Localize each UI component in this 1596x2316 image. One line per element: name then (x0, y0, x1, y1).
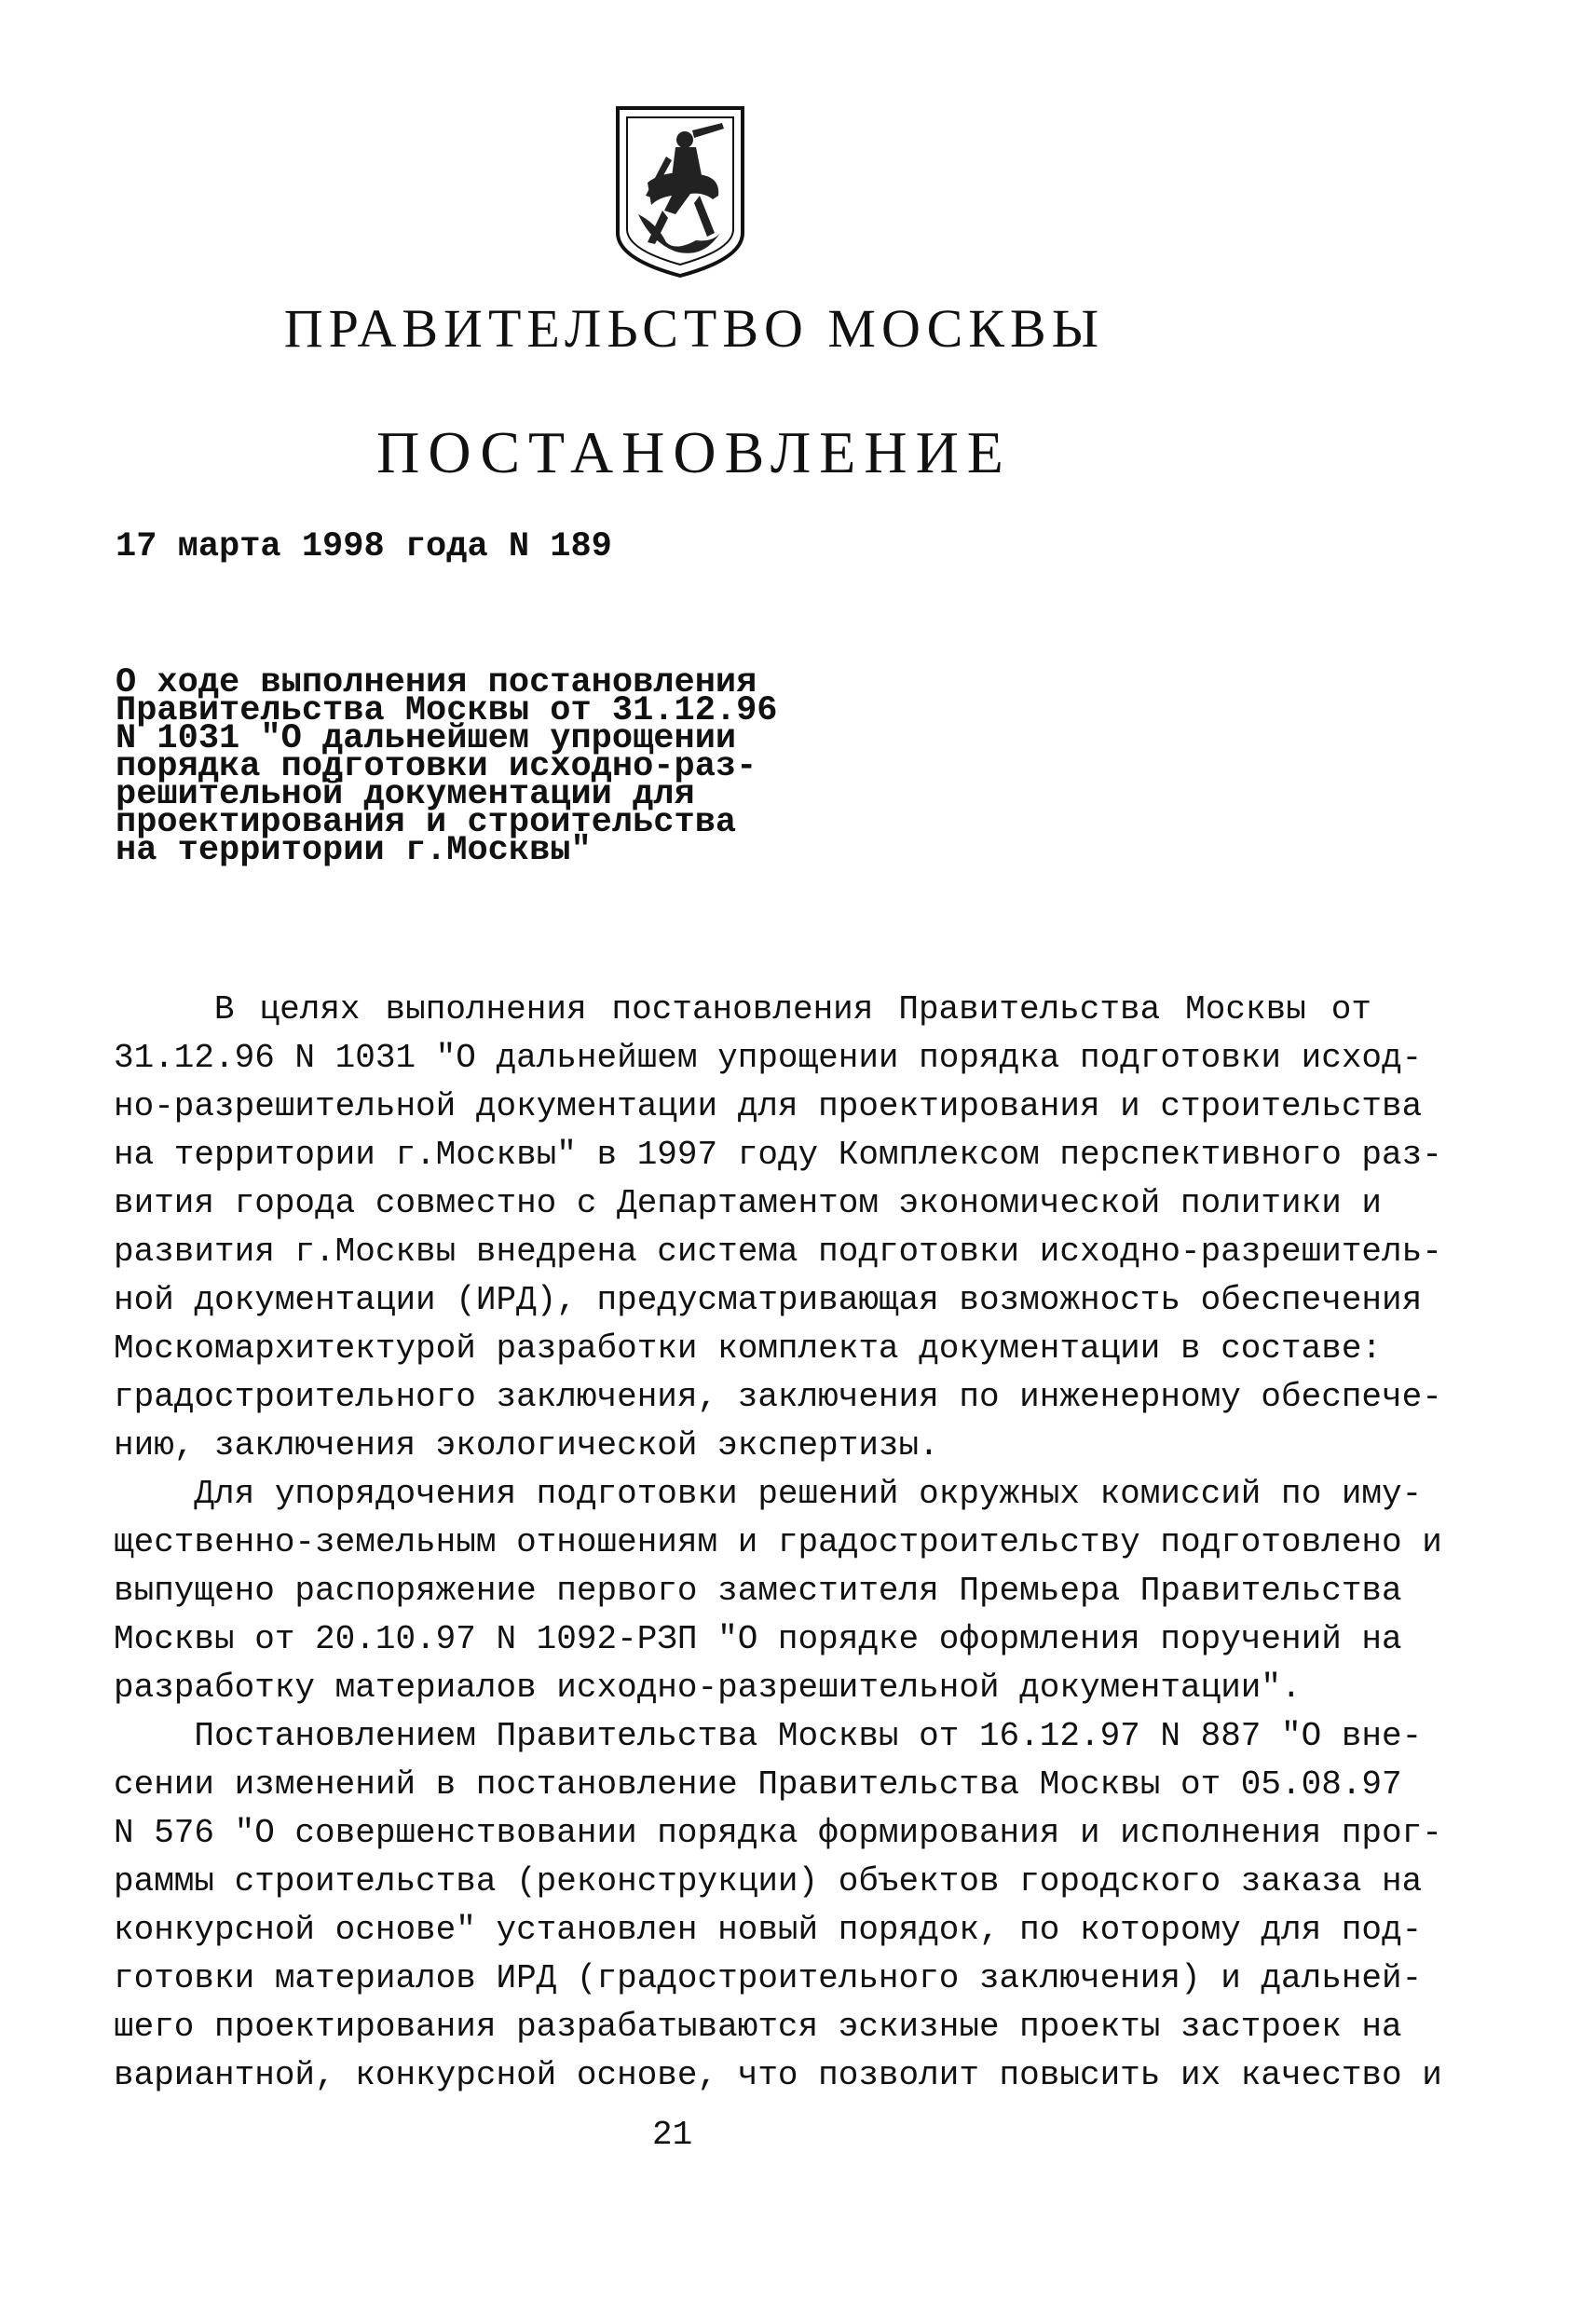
subject-line: решительной документации для (116, 775, 695, 814)
body-line: шего проектирования разрабатываются эскизные проекты застроек на (114, 2008, 1402, 2046)
body-line: N 576 "О совершенствовании порядка формирования и исполнения прог- (114, 1814, 1442, 1852)
moscow-coat-of-arms-icon (610, 102, 750, 279)
document-date-number: 17 марта 1998 года N 189 (116, 527, 612, 566)
body-line: готовки материалов ИРД (градостроительного заключения) и дальней- (114, 1959, 1423, 1997)
body-line: Для упорядочения подготовки решений окружных комиссий по иму- (114, 1475, 1423, 1513)
body-line: вариантной, конкурсной основе, что позволит повысить их качество и (114, 2056, 1442, 2094)
body-line: сении изменений в постановление Правительства Москвы от 05.08.97 (114, 1765, 1402, 1804)
body-line: щественно-земельным отношениям и градостроительству подготовлено и (114, 1523, 1442, 1561)
body-line: но-разрешительной документации для проектирования и строительства (114, 1087, 1423, 1125)
body-line: раммы строительства (реконструкции) объектов городского заказа на (114, 1862, 1423, 1900)
document-body (114, 986, 1442, 2100)
body-line: конкурсной основе" установлен новый порядок, по которому для под- (114, 1911, 1423, 1949)
government-title: ПРАВИТЕЛЬСТВО МОСКВЫ (283, 298, 1105, 359)
body-line: В целях выполнения постановления Правительства Москвы от (114, 990, 1371, 1029)
body-line: Постановлением Правительства Москвы от 16.12.97 N 887 "О вне- (114, 1717, 1423, 1755)
subject-line: Правительства Москвы от 31.12.96 (116, 691, 778, 730)
page-number: 21 (652, 2116, 693, 2154)
subject-line: О ходе выполнения постановления (116, 663, 757, 702)
subject-line: проектирования и строительства (116, 803, 737, 842)
body-line: разработку материалов исходно-разрешительной документации". (114, 1669, 1302, 1707)
subject-line: порядка подготовки исходно-раз- (116, 747, 757, 786)
body-line: развития г.Москвы внедрена система подготовки исходно-разрешитель- (114, 1233, 1442, 1271)
body-line: вития города совместно с Департаментом экономической политики и (114, 1184, 1383, 1222)
body-line: ной документации (ИРД), предусматривающая возможность обеспечения (114, 1281, 1423, 1319)
body-line: нию, заключения экологической экспертизы. (114, 1426, 939, 1465)
document-subject (116, 663, 786, 870)
body-line: Москомархитектурой разработки комплекта документации в составе: (114, 1329, 1383, 1368)
subject-line: N 1031 "О дальнейшем упрощении (116, 719, 737, 758)
body-line: 31.12.96 N 1031 "О дальнейшем упрощении порядка подготовки исход- (114, 1039, 1423, 1077)
document-type: ПОСТАНОВЛЕНИЕ (376, 419, 1012, 485)
body-line: выпущено распоряжение первого заместителя Премьера Правительства (114, 1572, 1402, 1610)
subject-line: на территории г.Москвы" (116, 831, 592, 870)
body-line: градостроительного заключения, заключения по инженерному обеспече- (114, 1378, 1442, 1416)
body-line: на территории г.Москвы" в 1997 году Комплексом перспективного раз- (114, 1136, 1442, 1174)
body-line: Москвы от 20.10.97 N 1092-РЗП "О порядке оформления поручений на (114, 1620, 1402, 1658)
